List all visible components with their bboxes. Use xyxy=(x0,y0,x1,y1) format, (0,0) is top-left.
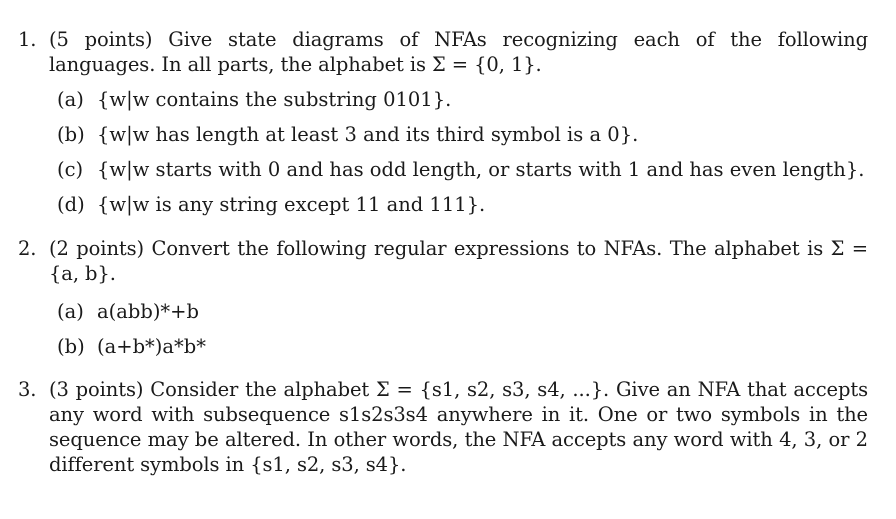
part-label: (a) xyxy=(57,88,84,111)
question-text: (5 points) Give state diagrams of NFAs recognizing each of the following languages. In all parts, the alphabet is Σ = {0, 1}. xyxy=(49,28,868,76)
part-text: {w|w starts with 0 and has odd length, or starts with 1 and has even length}. xyxy=(97,158,865,181)
question-text: (3 points) Consider the alphabet Σ = {s1, s2, s3, s4, ...}. Give an NFA that accepts any word with subsequence s1s2s3s4 anywhere in it. One or two symbols in the sequence may be altered. In other words, the NFA accepts any word with 4, 3, or 2 different symbols in {s1, s2, s3, s4}. xyxy=(49,378,868,476)
question-number: 3. xyxy=(18,378,37,401)
question-1-part-c xyxy=(57,157,864,182)
part-label: (b) xyxy=(57,335,85,358)
question-1 xyxy=(18,27,868,77)
question-2-part-b xyxy=(57,334,206,359)
question-number: 2. xyxy=(18,237,37,260)
part-text: {w|w is any string except 11 and 111}. xyxy=(97,193,486,216)
part-label: (a) xyxy=(57,300,84,323)
question-1-part-d xyxy=(57,192,485,217)
question-1-part-a xyxy=(57,87,451,112)
part-text: (a+b*)a*b* xyxy=(97,335,207,358)
part-label: (b) xyxy=(57,123,85,146)
part-label: (c) xyxy=(57,158,84,181)
question-2-part-a xyxy=(57,299,199,324)
question-number: 1. xyxy=(18,28,37,51)
part-text: {w|w contains the substring 0101}. xyxy=(97,88,452,111)
question-1-part-b xyxy=(57,122,638,147)
part-text: {w|w has length at least 3 and its third symbol is a 0}. xyxy=(97,123,639,146)
question-3 xyxy=(18,377,868,477)
question-2 xyxy=(18,236,868,286)
part-label: (d) xyxy=(57,193,85,216)
question-text: (2 points) Convert the following regular expressions to NFAs. The alphabet is Σ = {a, b}. xyxy=(49,237,868,285)
part-text: a(abb)*+b xyxy=(97,300,200,323)
